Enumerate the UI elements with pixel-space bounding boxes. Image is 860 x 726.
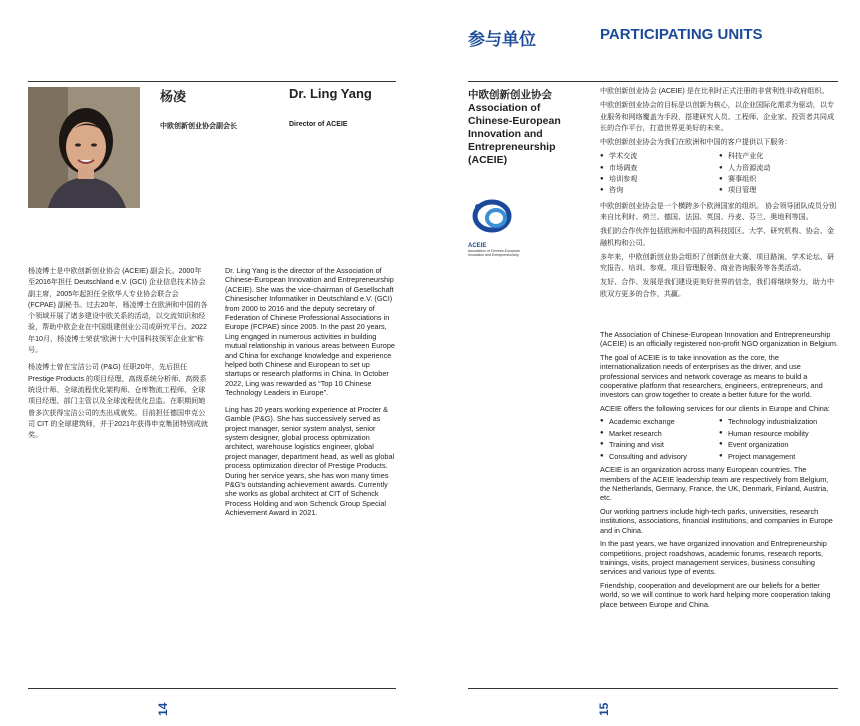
bio-en-paragraph: Ling has 20 years working experience at Procter & Gamble (P&G). She has successively served as project manager, senior system analyst, senior system designer, global process optimization architect, warehouse logistics engineer, global project manager, department head, as well as global process optimization director of Prestige Products. During her service years, she has won many times P&G's outstanding achievement awards. Currently she works as global architect at CIT of Schenck Process Holding and won Schenck Group Special Achievement Award in 2021. [225, 404, 395, 518]
zh-paragraph: 友好、合作、发展是我们建设更美好世界的信念，我们将继续努力，助力中欧双方更多的合作，共赢。 [600, 278, 835, 298]
list-item: ● Market research [600, 428, 719, 440]
section-header-zh: 参与单位 [468, 30, 536, 49]
page-number-left: 14 [156, 702, 170, 716]
zh-paragraph: 多年来，中欧创新创业协会组织了创新创业大赛、项目路演、学术论坛、研究报告、培训、参观、项目管理服务、商业咨询服务等各类活动。 [600, 252, 835, 273]
bottom-rule-right [468, 688, 838, 689]
zh-paragraph: 我们的合作伙伴包括欧洲和中国的高科技园区、大学、研究机构、协会、金融机构和公司。 [600, 227, 835, 247]
list-item: ● Human resource mobility [719, 428, 838, 440]
portrait-photo [28, 87, 140, 208]
en-paragraph: ACEIE offers the following services for our clients in Europe and China: [600, 403, 830, 413]
en-paragraph: Our working partners include high-tech parks, universities, research institutions, associations, financial institutions, and companies in Europe and in China. [600, 506, 833, 535]
bio-zh-paragraph: 杨凌博士曾在宝洁公司 (P&G) 任职20年，先后担任 Prestige Products 的项目经理、高级系统分析师、高级系统设计师、全球流程优化架构师、仓库物流工程师、全球项目经理、部门主管以及全球流程优化总监。在职期间她曾多次获得宝洁公司的杰出成就奖。目前担任德国申克公司 CIT 的全球建筑师，并于2021年获得申克集团特别成就奖。 [28, 363, 208, 440]
en-paragraph: ACEIE is an organization across many European countries. The members of the ACEIE leadership team are respectively from Belgium, the Netherlands, Germany, France, the UK, Denmark, Finland, Austria, etc. [600, 465, 829, 503]
list-item: ● 赛事组织 [719, 174, 838, 185]
bio-zh-paragraph: 杨凌博士是中欧创新创业协会 (ACEIE) 副会长。2000年至2016年担任 Deutschland e.V. (GCI) 企业信息技术协会副主席，2005年起担任全欧华人专业协会联合会 (FCPAE) 副秘书。过去20年，杨凌博士在欧洲和中国的各个领域开展了诸多建设中欧关系的活动，以交流知识和经验，帮助中欧企业在中国组建创业公司或研究平台。2022年10月，杨凌博士荣获“欧洲十大中国科技领军企业家”称号。 [28, 267, 208, 355]
en-paragraph: The Association of Chinese-European Innovation and Entrepreneurship (ACEIE) is an officially registered non-profit NGO organization in Belgium. [600, 330, 838, 349]
org-description-zh [600, 86, 838, 300]
services-list-zh [600, 151, 838, 196]
list-item: ● 市场调查 [600, 163, 719, 174]
list-item: ● 人力资源流动 [719, 163, 838, 174]
section-header-en: PARTICIPATING UNITS [600, 26, 763, 43]
aceie-logo [468, 198, 548, 258]
zh-paragraph: 中欧创新创业协会是一个横跨多个欧洲国家的组织。 协会领导团队成员分别来自比利时、荷兰、德国、法国、英国、丹麦、芬兰、奥地利等国。 [600, 201, 837, 221]
en-paragraph: In the past years, we have organized innovation and Entrepreneurship competitions, project roadshows, academic forums, research reports, trainings, visits, project management services, business consulting services and various type of events. [600, 539, 827, 577]
bio-en-paragraph: Dr. Ling Yang is the director of the Association of Chinese-European Innovation and Entrepreneurship (ACEIE). She was the vice-chairman of Gesellschaft Chinesischer Informatiker in Deutschland e.V. (GCI) from 2000 to 2016 and the deputy secretary of Federation of Chinese Professional Associations in Europe (FCPAE) since 2005. In the past 20 years, Ling engaged in numerous activities in building mutual relationship in various areas between Europe and China for exchange knowledge and experience helped both Chinese and European to set up startups or research platforms in China. In October 2022, Ling was rewarded as “Top 10 Chinese Technology Leaders in Europe”. [225, 266, 395, 398]
en-paragraph: Friendship, cooperation and development are our beliefs for a better world, so we will continue to work hard helping more cooperation taking place between Europe and China. [600, 580, 831, 609]
list-item: ● 培训参观 [600, 174, 719, 185]
zh-paragraph: 中欧创新创业协会为我们在欧洲和中国的客户提供以下服务： [600, 138, 792, 147]
zh-paragraph: 中欧创新创业协会 (ACEIE) 是在比利时正式注册的非营利性非政府组织。 [600, 87, 829, 95]
list-item: ● 科技产业化 [719, 151, 838, 162]
top-rule-left [28, 81, 396, 82]
list-item: ● 学术交流 [600, 151, 719, 162]
list-item: ● Training and visit [600, 439, 719, 451]
org-name-zh: 中欧创新创业协会 [468, 89, 552, 101]
bio-zh [28, 266, 208, 441]
aceie-logo-subtext: Association of Chinese-European Innovation and Entrepreneurship [468, 249, 520, 257]
list-item: ● Academic exchange [600, 416, 719, 428]
org-description-en [600, 330, 838, 609]
list-item: ● Event organization [719, 439, 838, 451]
list-item: ● 咨询 [600, 185, 719, 196]
org-name-en: Association of Chinese-European Innovation and Entrepreneurship (ACEIE) [468, 102, 561, 166]
name-zh: 杨凌 [160, 89, 187, 104]
aceie-logo-text: ACEIE [468, 243, 487, 249]
en-paragraph: The goal of ACEIE is to take innovation as the core, the internationalization needs of enterprises as the driver, and use professional services and network coverage as means to build a cooperative platform that researchers, engineers, entrepreneurs, and investors can grow together to create a better future for the world. [600, 352, 823, 400]
services-list-en [600, 416, 838, 462]
list-item: ● 项目管理 [719, 185, 838, 196]
list-item: ● Project management [719, 451, 838, 463]
title-zh: 中欧创新创业协会副会长 [160, 123, 237, 130]
top-rule-right [468, 81, 838, 82]
page-number-right: 15 [597, 702, 611, 716]
list-item: ● Technology industrialization [719, 416, 838, 428]
name-en: Dr. Ling Yang [289, 86, 372, 101]
list-item: ● Consulting and advisory [600, 451, 719, 463]
aceie-logo-icon [468, 198, 518, 236]
zh-paragraph: 中欧创新创业协会的目标是以创新为核心，以企业国际化需求为驱动，以专业服务和网络覆盖为手段，搭建研究人员、工程师、企业家、投资者共同成长的合作平台，打造世界更美好的未来。 [600, 101, 835, 132]
bio-en [225, 266, 397, 518]
title-en: Director of ACEIE [289, 121, 348, 128]
bottom-rule-left [28, 688, 396, 689]
